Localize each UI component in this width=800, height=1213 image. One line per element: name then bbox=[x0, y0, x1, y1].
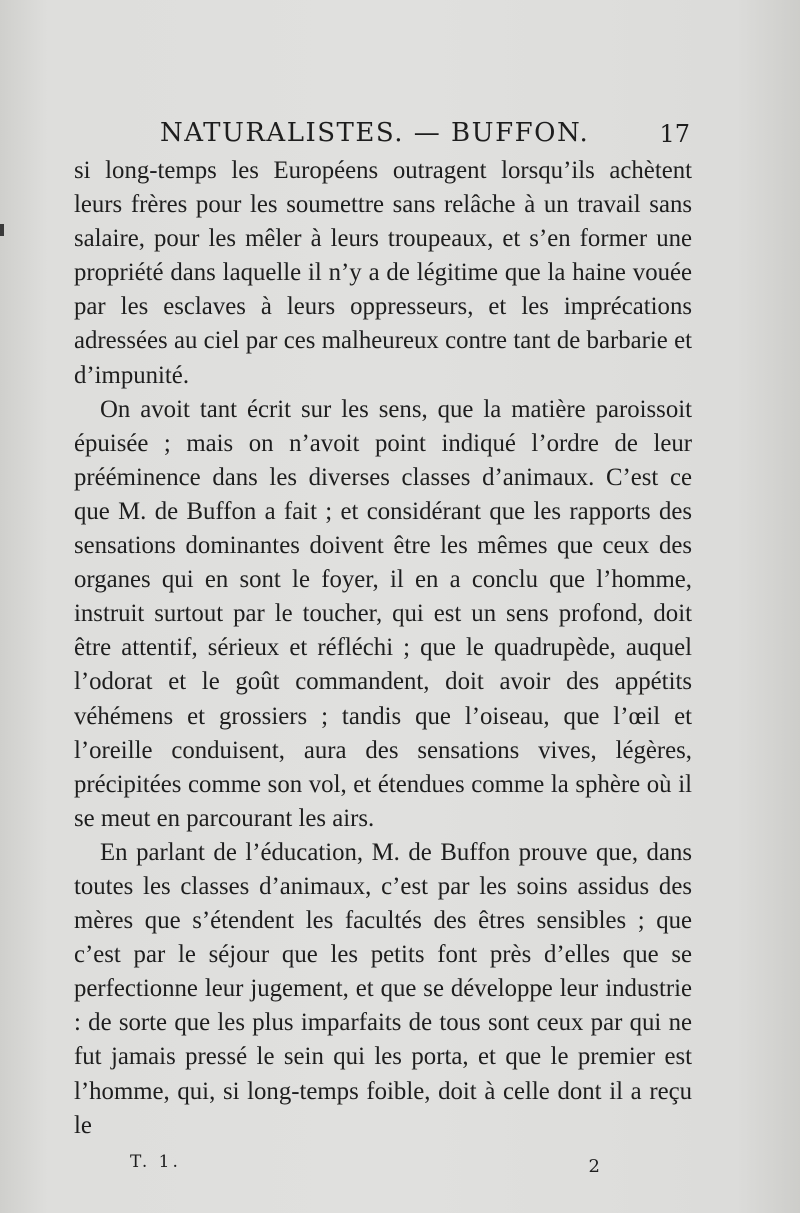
gathering-signature: 2 bbox=[588, 1156, 600, 1177]
body-text bbox=[74, 154, 692, 1143]
paragraph-continuation: si long-temps les Européens outragent lorsqu’ils achètent leurs frères pour les soumettre sans relâche à un travail sans salaire, pour les mêler à leurs troupeaux, et s’en former une propriété dans laquelle il n’y a de légitime que la haine vouée par les esclaves à leurs oppresseurs, et les imprécations adressées au ciel par ces malheureux contre tant de barbarie et d’impunité. bbox=[74, 157, 692, 389]
paragraph-education: En parlant de l’éducation, M. de Buffon prouve que, dans toutes les classes d’animaux, c’est par les soins assidus des mères que s’étendent les facultés des êtres sensibles ; que c’est par le séjour que les petits font près d’elles que se perfectionne leur jugement, et que se développe leur industrie : de sorte que les plus imparfaits de tous sont ceux par qui ne fut jamais pressé le sein qui les porta, et que le premier est l’homme, qui, si long-temps foible, doit à celle dont il a reçu le bbox=[74, 838, 692, 1139]
page-header bbox=[160, 118, 690, 158]
volume-signature: T. 1. bbox=[130, 1152, 181, 1172]
paragraph-senses: On avoit tant écrit sur les sens, que la matière paroissoit épuisée ; mais on n’avoit point indiqué l’ordre de leur prééminence dans les diverses classes d’animaux. C’est ce que M. de Buffon a fait ; et considérant que les rapports des sensations dominantes doivent être les mêmes que ceux des organes qui en sont le foyer, il en a conclu que l’homme, instruit surtout par le toucher, qui est un sens profond, doit être attentif, sérieux et réfléchi ; que le quadrupède, auquel l’odorat et le goût commandent, doit avoir des appétits véhémens et grossiers ; tandis que l’oiseau, que l’œil et l’oreille conduisent, aura des sensations vives, légères, précipitées comme son vol, et étendues comme la sphère où il se meut en parcourant les airs. bbox=[74, 395, 692, 832]
page-footer bbox=[130, 1152, 600, 1182]
page-number: 17 bbox=[659, 120, 690, 148]
running-title: NATURALISTES. — BUFFON. bbox=[160, 118, 590, 148]
page-edge-mark bbox=[0, 224, 4, 236]
